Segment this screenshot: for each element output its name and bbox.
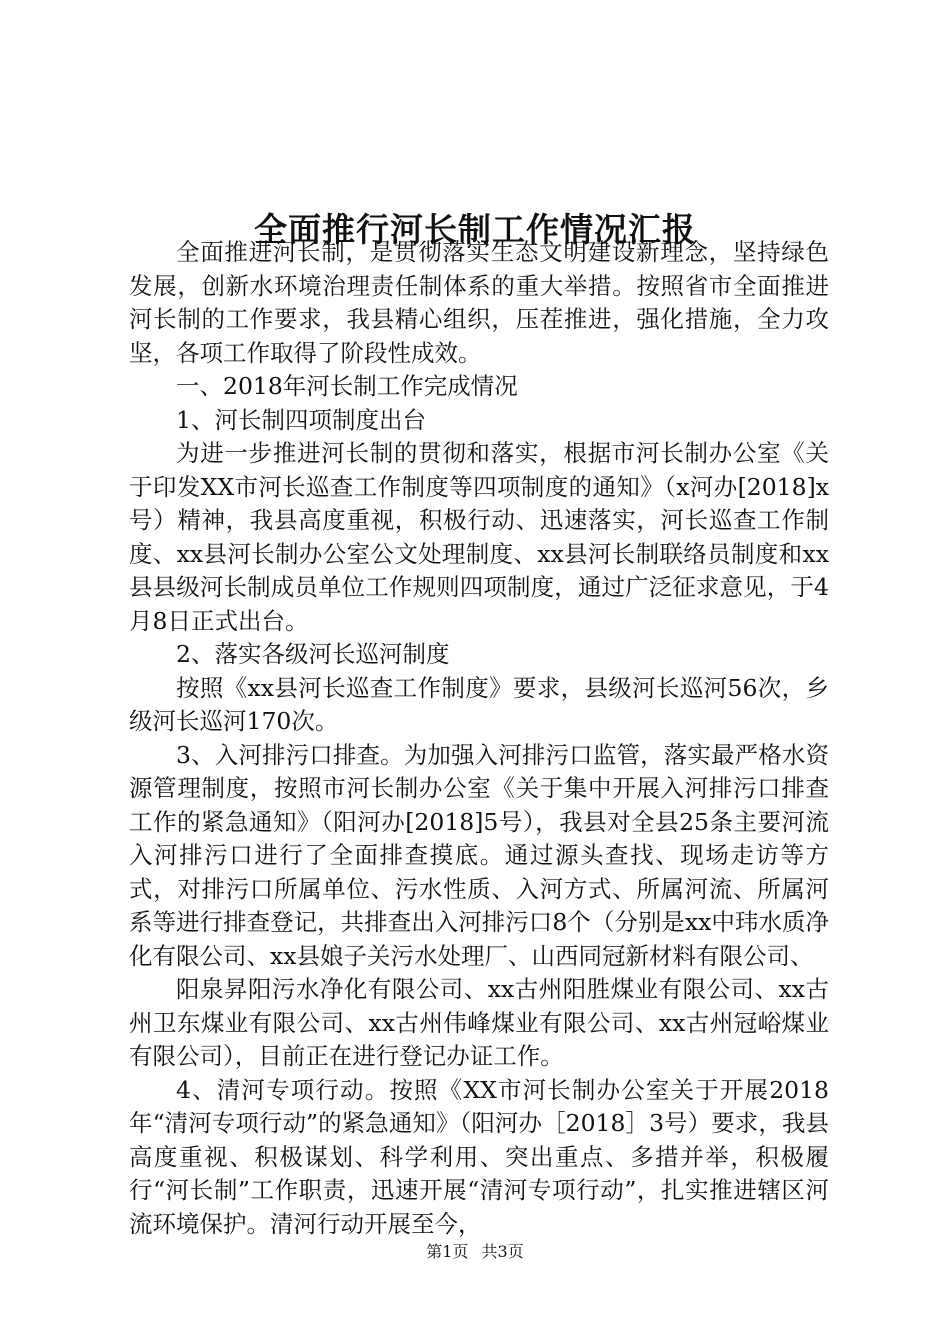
page-total: 共3页 xyxy=(481,1242,524,1261)
body-paragraph: 阳泉昇阳污水净化有限公司、xx古州阳胜煤业有限公司、xx古州卫东煤业有限公司、xx古州伟峰煤业有限公司、xx古州冠峪煤业有限公司），目前正在进行登记办证工作。 xyxy=(129,975,829,1070)
subsection-heading-2: 2、落实各级河长巡河制度 xyxy=(176,640,450,668)
section-heading: 一、2018年河长制工作完成情况 xyxy=(176,372,518,400)
body-paragraph: 4、清河专项行动。按照《XX市河长制办公室关于开展2018年“清河专项行动”的紧急通知》（阳河办［2018］3号）要求，我县高度重视、积极谋划、科学利用、突出重点、多措并举，积极履行“河长制”工作职责，迅速开展“清河专项行动”，扎实推进辖区河流环境保护。清河行动开展至今， xyxy=(129,1075,829,1238)
intro-paragraph: 全面推进河长制，是贯彻落实生态文明建设新理念，坚持绿色发展，创新水环境治理责任制体系的重大举措。按照省市全面推进河长制的工作要求，我县精心组织，压茬推进，强化措施，全力攻坚，各项工作取得了阶段性成效。 xyxy=(129,238,829,367)
body-paragraph: 按照《xx县河长巡查工作制度》要求，县级河长巡河56次，乡级河长巡河170次。 xyxy=(129,673,829,735)
document-body xyxy=(129,236,829,1241)
body-paragraph: 为进一步推进河长制的贯彻和落实，根据市河长制办公室《关于印发XX市河长巡查工作制度等四项制度的通知》（x河办[2018]x号）精神，我县高度重视，积极行动、迅速落实，河长巡查工作制度、xx县河长制办公室公文处理制度、xx县河长制联络员制度和xx县县级河长制成员单位工作规则四项制度，通过广泛征求意见，于4月8日正式出台。 xyxy=(129,439,829,635)
body-paragraph: 3、入河排污口排查。为加强入河排污口监管，落实最严格水资源管理制度，按照市河长制办公室《关于集中开展入河排污口排查工作的紧急通知》（阳河办[2018]5号），我县对全县25条主要河流入河排污口进行了全面排查摸底。通过源头查找、现场走访等方式，对排污口所属单位、污水性质、入河方式、所属河流、所属河系等进行排查登记，共排查出入河排污口8个（分别是xx中玮水质净化有限公司、xx县娘子关污水处理厂、山西同冠新材料有限公司、 xyxy=(129,740,829,970)
document-title: 全面推行河长制工作情况汇报 xyxy=(254,210,696,250)
subsection-heading-1: 1、河长制四项制度出台 xyxy=(176,405,426,434)
page-number: 第1页 xyxy=(426,1242,469,1261)
page-footer xyxy=(0,1240,950,1264)
